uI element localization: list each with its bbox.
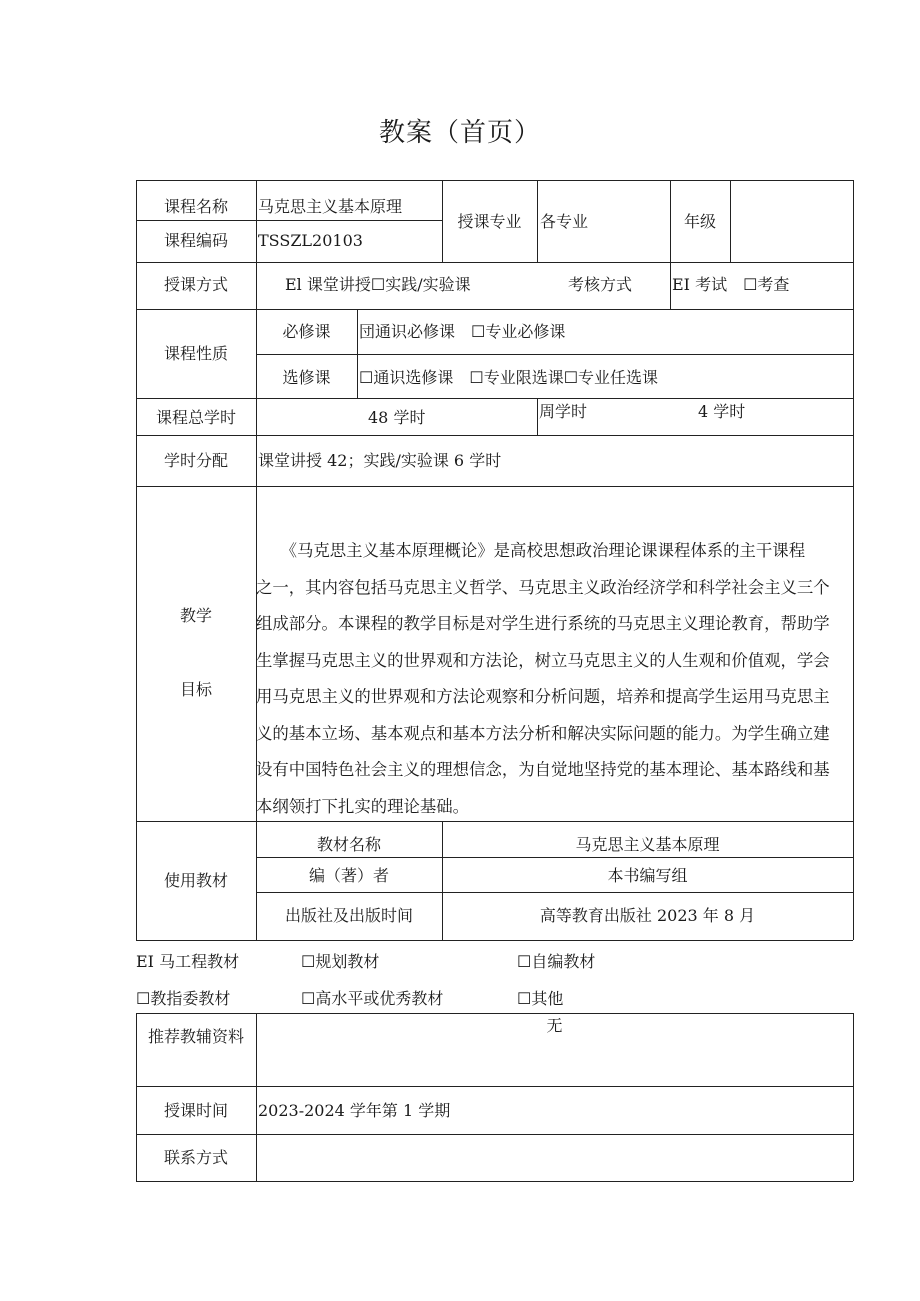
textbook-type-option: ☐高水平或优秀教材 bbox=[301, 989, 444, 1008]
major-label: 授课专业 bbox=[457, 212, 522, 231]
distribution-value: 课堂讲授 42；实践/实验课 6 学时 bbox=[258, 451, 502, 470]
teaching-mode-options: El 课堂讲授☐实践/实验课 bbox=[285, 275, 471, 294]
references-label: 推荐教辅资料 bbox=[147, 1027, 244, 1046]
total-hours-label: 课程总学时 bbox=[155, 408, 236, 427]
textbook-author-value: 本书编写组 bbox=[607, 866, 688, 885]
objectives-line: 义的基本立场、基本观点和基本方法分析和解决实际问题的能力。为学生确立建 bbox=[256, 723, 830, 743]
objectives-label-2: 目标 bbox=[179, 680, 212, 699]
elective-label: 选修课 bbox=[282, 368, 331, 387]
distribution-label: 学时分配 bbox=[163, 451, 228, 470]
textbook-name-label: 教材名称 bbox=[316, 835, 381, 854]
teaching-mode-label: 授课方式 bbox=[163, 275, 228, 294]
objectives-line: 之一，其内容包括马克思主义哲学、马克思主义政治经济学和科学社会主义三个 bbox=[256, 577, 830, 597]
required-options: 団通识必修课 ☐专业必修课 bbox=[359, 322, 566, 341]
publisher-label: 出版社及出版时间 bbox=[284, 906, 413, 925]
weekly-hours-label: 周学时 bbox=[539, 402, 588, 421]
publisher-value: 高等教育出版社 2023 年 8 月 bbox=[539, 906, 756, 925]
required-label: 必修课 bbox=[282, 322, 331, 341]
assessment-label: 考核方式 bbox=[568, 275, 633, 294]
textbook-type-option: ☐教指委教材 bbox=[136, 989, 231, 1008]
objectives-line: 本纲领打下扎实的理论基础。 bbox=[256, 796, 470, 816]
textbook-type-option: ☐规划教材 bbox=[301, 952, 380, 971]
assessment-options: EI 考试 ☐考查 bbox=[672, 275, 790, 294]
elective-options: ☐通识选修课 ☐专业限选课☐专业任选课 bbox=[359, 368, 659, 387]
schedule-value: 2023-2024 学年第 1 学期 bbox=[258, 1101, 451, 1120]
objectives-paragraph bbox=[256, 533, 854, 825]
objectives-line: 用马克思主义的世界观和方法论观察和分析问题，培养和提高学生运用马克思主 bbox=[256, 687, 830, 706]
course-name-value: 马克思主义基本原理 bbox=[258, 197, 403, 216]
textbook-label: 使用教材 bbox=[163, 871, 228, 890]
grade-label: 年级 bbox=[683, 212, 716, 231]
weekly-hours-value: 4 学时 bbox=[698, 402, 746, 421]
objectives-line: 生掌握马克思主义的世界观和方法论，树立马克思主义的人生观和价值观，学会 bbox=[256, 650, 830, 670]
course-code-label: 课程编码 bbox=[163, 231, 228, 250]
textbook-type-option: ☐其他 bbox=[517, 989, 564, 1008]
objectives-line: 组成部分。本课程的教学目标是对学生进行系统的马克思主义理论教育，帮助学 bbox=[256, 614, 830, 633]
course-nature-label: 课程性质 bbox=[163, 344, 228, 363]
textbook-author-label: 编（著）者 bbox=[308, 866, 389, 885]
objectives-line: 设有中国特色社会主义的理想信念，为自觉地坚持党的基本理论、基本路线和基 bbox=[256, 760, 830, 779]
page-title: 教案（首页） bbox=[378, 118, 541, 148]
textbook-type-option: EI 马工程教材 bbox=[136, 952, 240, 971]
objectives-label-1: 教学 bbox=[179, 606, 212, 625]
total-hours-value: 48 学时 bbox=[368, 408, 426, 427]
contact-label: 联系方式 bbox=[163, 1148, 228, 1167]
course-name-label: 课程名称 bbox=[163, 197, 228, 216]
course-code-value: TSSZL20103 bbox=[258, 231, 363, 250]
schedule-label: 授课时间 bbox=[163, 1101, 228, 1120]
textbook-type-option: ☐自编教材 bbox=[517, 952, 596, 971]
major-value: 各专业 bbox=[540, 212, 589, 231]
textbook-name-value: 马克思主义基本原理 bbox=[575, 835, 720, 854]
objectives-line: 《马克思主义基本原理概论》是高校思想政治理论课课程体系的主干课程 bbox=[256, 541, 806, 560]
references-value: 无 bbox=[546, 1016, 563, 1035]
